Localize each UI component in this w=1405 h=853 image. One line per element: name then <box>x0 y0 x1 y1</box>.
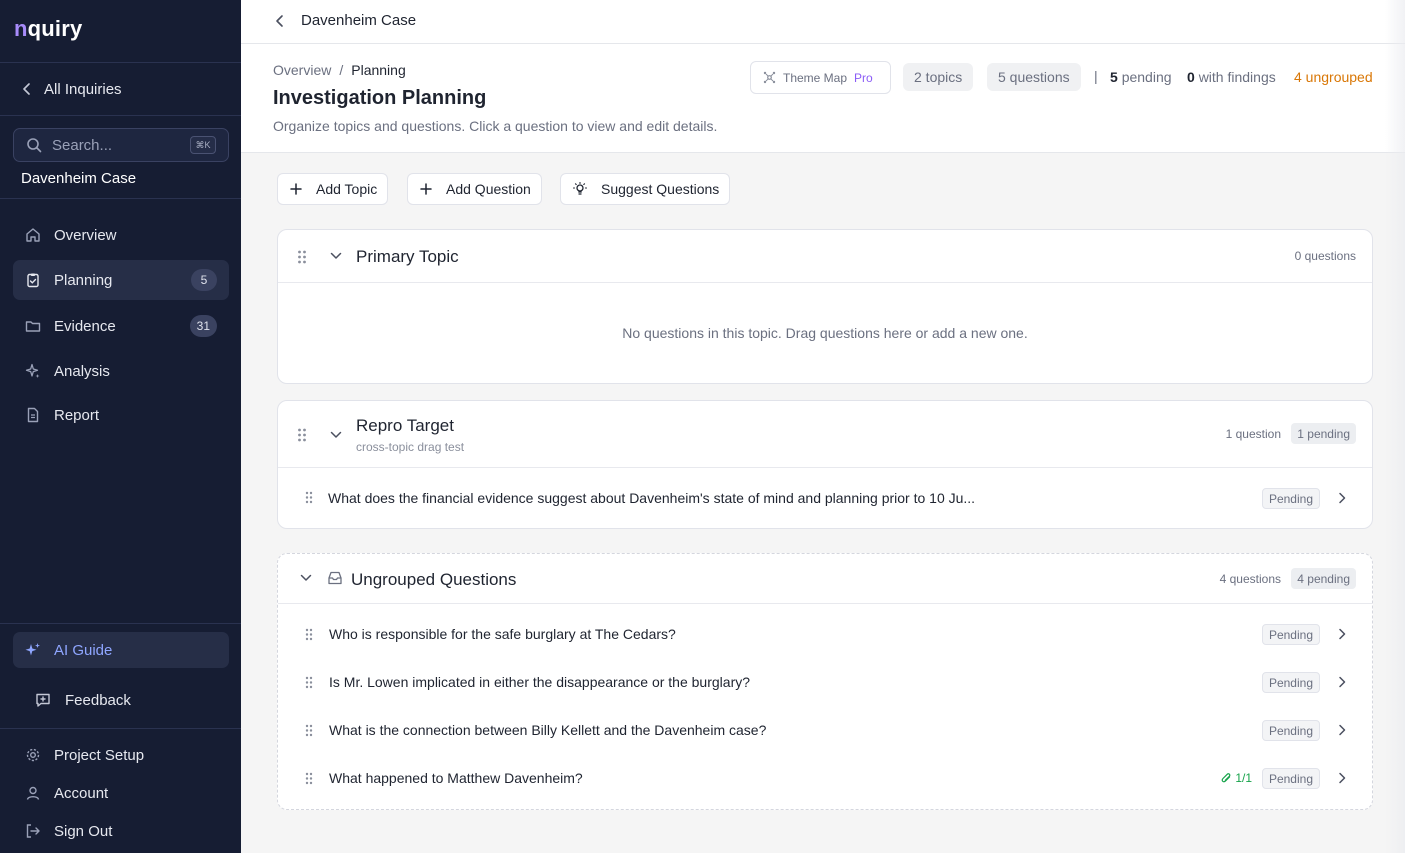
account-link[interactable] <box>25 782 108 804</box>
question-text: Who is responsible for the safe burglary at The Cedars? <box>329 626 676 642</box>
sidebar-divider <box>0 198 241 199</box>
add-question-label: Add Question <box>446 181 531 197</box>
all-inquiries-link[interactable] <box>22 78 122 100</box>
topic-header[interactable] <box>278 230 1372 283</box>
search-placeholder: Search... <box>52 136 113 154</box>
topbar-title: Davenheim Case <box>301 12 417 29</box>
nav-evidence[interactable] <box>13 306 229 346</box>
chevron-right-icon[interactable] <box>1338 628 1346 640</box>
findings-stat: 0 with findings <box>1187 69 1276 85</box>
nav-overview[interactable] <box>13 215 229 255</box>
ungrouped-pending-badge: 4 pending <box>1291 568 1356 589</box>
question-row[interactable] <box>278 707 1372 755</box>
feedback-button[interactable] <box>35 688 131 712</box>
nav-label: Report <box>54 406 100 424</box>
nav-count-badge: 31 <box>190 315 217 337</box>
breadcrumb-separator: / <box>339 62 344 78</box>
question-text: Is Mr. Lowen implicated in either the disappearance or the burglary? <box>329 674 751 690</box>
topic-card-repro-target <box>277 400 1373 529</box>
chevron-left-icon <box>22 83 32 95</box>
nav-label: Planning <box>54 271 113 289</box>
sidebar-divider <box>0 623 241 624</box>
back-chevron-icon[interactable] <box>275 14 285 28</box>
ungrouped-question-count: 4 questions <box>1219 572 1281 586</box>
question-text: What happened to Matthew Davenheim? <box>329 770 583 786</box>
sign-out-icon <box>25 823 41 839</box>
suggest-questions-label: Suggest Questions <box>601 181 720 197</box>
question-status-badge: Pending <box>1262 488 1320 509</box>
drag-handle-icon[interactable] <box>305 628 313 641</box>
ai-guide-label: AI Guide <box>54 641 113 659</box>
drag-handle-icon[interactable] <box>305 772 313 785</box>
question-status-badge: Pending <box>1262 720 1320 741</box>
drag-handle-icon[interactable] <box>297 249 307 265</box>
chevron-down-icon[interactable] <box>300 574 312 582</box>
drag-handle-icon[interactable] <box>297 427 307 443</box>
sign-out-link[interactable] <box>25 820 112 842</box>
search-icon <box>26 137 42 153</box>
account-label: Account <box>54 784 109 802</box>
network-icon <box>763 71 776 84</box>
top-bar <box>241 0 1405 44</box>
attachment-indicator <box>1221 771 1252 785</box>
topic-card-primary <box>277 229 1373 384</box>
theme-map-button[interactable] <box>750 61 891 94</box>
plus-icon <box>420 183 432 195</box>
topics-count-chip: 2 topics <box>903 63 973 91</box>
question-text: What is the connection between Billy Kellett and the Davenheim case? <box>329 722 767 738</box>
questions-count-chip: 5 questions <box>987 63 1081 91</box>
ungrouped-header[interactable] <box>278 554 1372 604</box>
inbox-icon <box>328 571 342 585</box>
drag-handle-icon[interactable] <box>305 491 313 504</box>
nav-analysis[interactable] <box>13 351 229 391</box>
add-topic-button[interactable] <box>277 173 388 205</box>
pending-stat: 5 pending <box>1110 69 1172 85</box>
home-icon <box>25 227 41 243</box>
empty-topic-message: No questions in this topic. Drag questions here or add a new one. <box>622 325 1028 341</box>
lightbulb-icon <box>573 182 587 196</box>
chevron-right-icon[interactable] <box>1338 724 1346 736</box>
nav-label: Analysis <box>54 362 110 380</box>
stats-separator: | <box>1094 68 1098 84</box>
question-row[interactable] <box>278 474 1372 522</box>
sidebar-divider <box>0 115 241 116</box>
chevron-right-icon[interactable] <box>1338 676 1346 688</box>
chevron-down-icon[interactable] <box>330 431 342 439</box>
page-header <box>241 44 1405 153</box>
folder-icon <box>25 318 41 334</box>
topic-header[interactable] <box>278 401 1372 468</box>
sign-out-label: Sign Out <box>54 822 113 840</box>
sparkles-icon <box>25 642 41 658</box>
page-subtitle: Organize topics and questions. Click a question to view and edit details. <box>273 118 718 134</box>
search-input[interactable] <box>13 128 229 162</box>
project-setup-link[interactable] <box>25 744 144 766</box>
nav-label: Evidence <box>54 317 116 335</box>
ungrouped-stat: 4 ungrouped <box>1294 69 1373 85</box>
topic-subtitle: cross-topic drag test <box>356 440 465 454</box>
breadcrumb <box>273 62 406 78</box>
ai-guide-button[interactable] <box>13 632 229 668</box>
message-plus-icon <box>35 692 51 708</box>
search-shortcut: ⌘K <box>190 136 216 154</box>
question-text: What does the financial evidence suggest about Davenheim's state of mind and planning prior to 10 Ju... <box>328 490 976 506</box>
page-title: Investigation Planning <box>273 87 487 109</box>
question-row[interactable] <box>278 659 1372 707</box>
scroll-edge-shadow <box>1385 0 1405 853</box>
nav-planning[interactable] <box>13 260 229 300</box>
chevron-down-icon[interactable] <box>330 252 342 260</box>
nav-label: Overview <box>54 226 117 244</box>
nav-count-badge: 5 <box>191 269 217 291</box>
drag-handle-icon[interactable] <box>305 676 313 689</box>
ungrouped-questions-card <box>277 553 1373 810</box>
topic-question-count: 1 question <box>1225 427 1281 441</box>
chevron-right-icon[interactable] <box>1338 492 1346 504</box>
all-inquiries-label: All Inquiries <box>44 80 122 98</box>
question-status-badge: Pending <box>1262 624 1320 645</box>
document-icon <box>25 407 41 423</box>
case-name: Davenheim Case <box>21 170 137 187</box>
sidebar <box>0 0 241 853</box>
suggest-questions-button[interactable] <box>560 173 730 205</box>
question-row[interactable] <box>278 611 1372 659</box>
breadcrumb-current: Planning <box>351 62 406 78</box>
topic-title: Primary Topic <box>356 247 459 266</box>
topic-pending-badge: 1 pending <box>1291 423 1356 444</box>
question-status-badge: Pending <box>1262 672 1320 693</box>
add-question-button[interactable] <box>407 173 542 205</box>
topic-question-count: 0 questions <box>1294 249 1356 263</box>
app-logo[interactable]: nquiry <box>14 16 83 41</box>
chevron-right-icon[interactable] <box>1338 772 1346 784</box>
drag-handle-icon[interactable] <box>305 724 313 737</box>
clipboard-icon <box>25 272 41 288</box>
theme-map-label: Theme Map <box>783 70 848 85</box>
feedback-label: Feedback <box>65 691 131 709</box>
topic-title: Repro Target <box>356 416 454 435</box>
sidebar-divider <box>0 728 241 729</box>
add-topic-label: Add Topic <box>316 181 378 197</box>
paperclip-icon <box>1221 772 1232 784</box>
breadcrumb-overview[interactable]: Overview <box>273 62 332 78</box>
pro-badge: Pro <box>854 70 873 85</box>
nav-report[interactable] <box>13 395 229 435</box>
user-icon <box>25 785 41 801</box>
project-setup-label: Project Setup <box>54 746 145 764</box>
attachment-count: 1/1 <box>1235 771 1252 785</box>
sidebar-divider <box>0 62 241 63</box>
plus-icon <box>290 183 302 195</box>
question-status-badge: Pending <box>1262 768 1320 789</box>
gear-icon <box>25 747 41 763</box>
question-row[interactable] <box>278 755 1372 803</box>
ungrouped-title: Ungrouped Questions <box>351 570 517 589</box>
sparkle-icon <box>25 363 41 379</box>
